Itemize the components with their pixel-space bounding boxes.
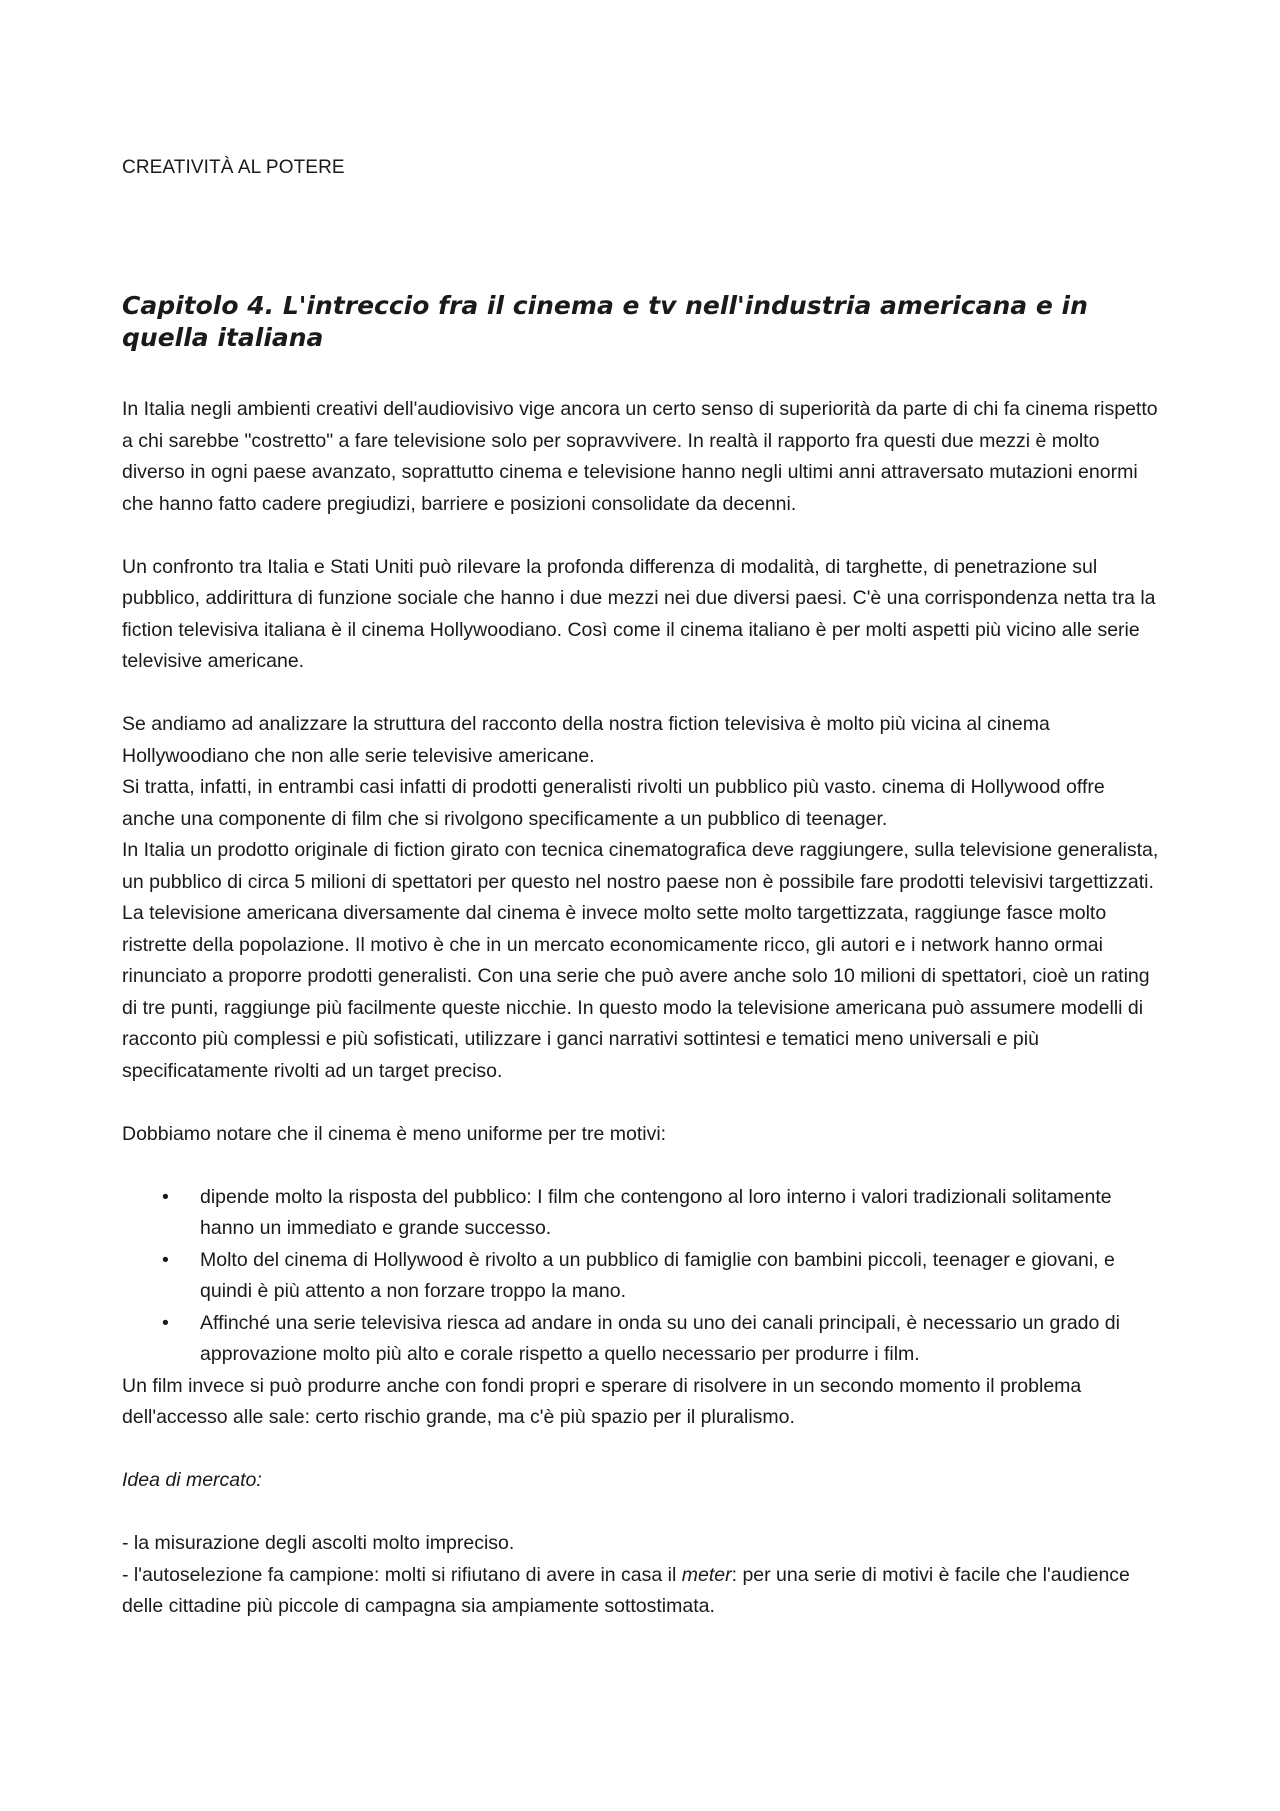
market-point-text: - l'autoselezione fa campione: molti si rifiutano di avere in casa il [122,1563,682,1586]
document-header: CREATIVITÀ AL POTERE [122,157,345,178]
bullet-icon: • [162,1248,169,1271]
market-point-text: : per una serie di motivi è facile che l'audience delle cittadine più piccole di campagna sia ampiamente sottostimata. [122,1563,1130,1617]
bullet-icon: • [162,1185,169,1208]
reasons-list [122,1182,1160,1371]
paragraph-spacer [122,1497,1160,1529]
paragraph-american-tv: La televisione americana diversamente dal cinema è invece molto sette molto targettizzata, raggiunge fasce molto ristrette della popolazione. Il motivo è che in un mercato economicamente ricco, gli autori e i network hanno ormai rinunciato a proporre prodotti generalisti. Con una serie che può avere anche solo 10 milioni di spettatori, cioè un rating di tre punti, raggiunge più facilmente queste nicchie. In questo modo la televisione americana può assumere modelli di racconto più complessi e più sofisticati, utilizzare i ganci narrativi sottintesi e tematici meno universali e più specificatamente rivolti ad un target preciso. [122,902,1150,1082]
list-item-text: dipende molto la risposta del pubblico: I film che contengono al loro interno i valori tradizionali solitamente hanno un immediato e grande successo. [200,1185,1112,1239]
paragraph-generalist: Si tratta, infatti, in entrambi casi infatti di prodotti generalisti rivolti un pubblico più vasto. cinema di Hollywood offre anche una componente di film che si rivolgono specificamente a un pubblico di teenager. [122,776,1105,830]
paragraph-comparison: Un confronto tra Italia e Stati Uniti può rilevare la profonda differenza di modalità, di targhette, di penetrazione sul pubblico, addirittura di funzione sociale che hanno i due mezzi nei due diversi paesi. C'è una corrispondenza netta tra la fiction televisiva italiana è il cinema Hollywoodiano. Così come il cinema italiano è per molti aspetti più vicino alle serie televisive americane. [122,555,1156,672]
paragraph-independent-film: Un film invece si può produrre anche con fondi propri e sperare di risolvere in un secondo momento il problema dell'accesso alle sale: certo rischio grande, ma c'è più spazio per il pluralismo. [122,1374,1082,1428]
list-item [122,1182,1160,1245]
paragraph-spacer [122,1434,1160,1466]
list-item-text: Affinché una serie televisiva riesca ad andare in onda su uno dei canali principali, è necessario un grado di approvazione molto più alto e corale rispetto a quello necessario per produrre i film. [200,1311,1120,1365]
paragraph-three-reasons: Dobbiamo notare che il cinema è meno uniforme per tre motivi: [122,1122,667,1145]
paragraph-spacer [122,520,1160,552]
paragraph-intro: In Italia negli ambienti creativi dell'audiovisivo vige ancora un certo senso di superiorità da parte di chi fa cinema rispetto a chi sarebbe "costretto" a fare televisione solo per sopravvivere. In realtà il rapporto fra questi due mezzi è molto diverso in ogni paese avanzato, soprattutto cinema e televisione hanno negli ultimi anni attraversato mutazioni enormi che hanno fatto cadere pregiudizi, barriere e posizioni consolidate da decenni. [122,398,1158,515]
paragraph-spacer [122,1150,1160,1182]
section-heading-market: Idea di mercato: [122,1469,262,1491]
list-item [122,1245,1160,1308]
list-item [122,1308,1160,1371]
paragraph-italy-fiction: In Italia un prodotto originale di fiction girato con tecnica cinematografica deve raggiungere, sulla televisione generalista, un pubblico di circa 5 milioni di spettatori per questo nel nostro paese non è possibile fare prodotti televisivi targettizzati. [122,839,1159,893]
market-point-selfselection [122,1560,1160,1623]
meter-term: meter [681,1563,732,1586]
bullet-icon: • [162,1311,169,1334]
paragraph-spacer [122,678,1160,710]
paragraph-structure: Se andiamo ad analizzare la struttura del racconto della nostra fiction televisiva è molto più vicina al cinema Hollywoodiano che non alle serie televisive americane. [122,713,1050,767]
paragraph-spacer [122,1087,1160,1119]
list-item-text: Molto del cinema di Hollywood è rivolto a un pubblico di famiglie con bambini piccoli, teenager e giovani, e quindi è più attento a non forzare troppo la mano. [200,1248,1115,1302]
market-point-measurement: - la misurazione degli ascolti molto impreciso. [122,1532,515,1554]
chapter-title: Capitolo 4. L'intreccio fra il cinema e tv nell'industria americana e in quella italiana [122,291,1088,352]
